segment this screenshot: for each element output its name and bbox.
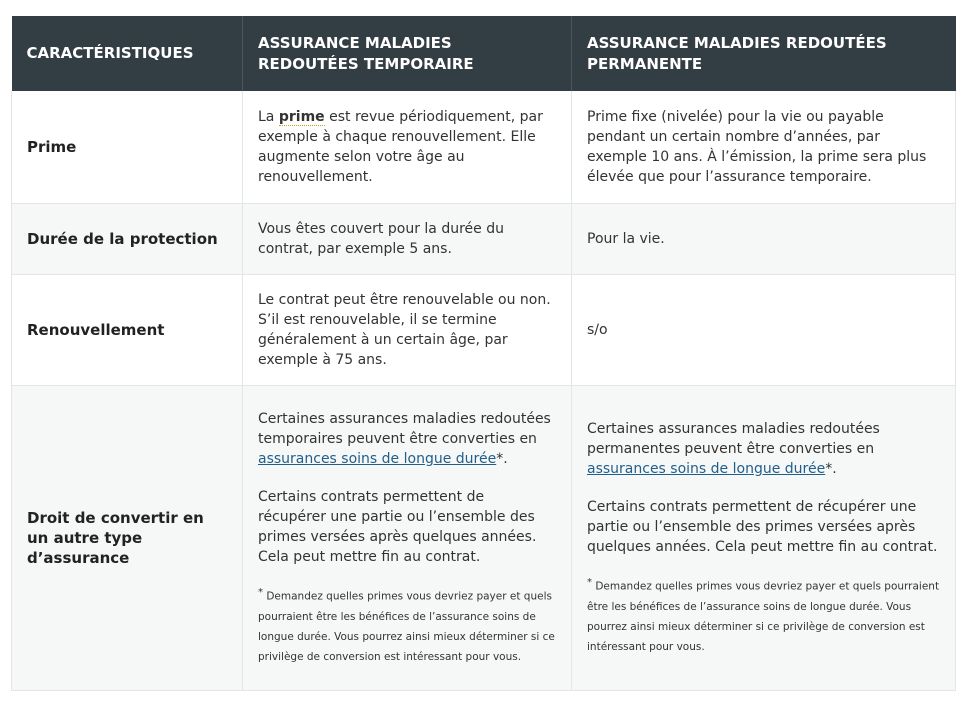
footnote	[258, 583, 556, 667]
header-permanent: ASSURANCE MALADIES REDOUTÉES PERMANENTE	[572, 16, 956, 91]
cell-text: Certains contrats permettent de récupérer une partie ou l’ensemble des primes versées après quelques années. Cela peut mettre fin au contrat.	[587, 499, 938, 556]
header-temporary: ASSURANCE MALADIES REDOUTÉES TEMPORAIRE	[243, 16, 572, 91]
table-row-renouvellement	[12, 275, 956, 386]
temporary-cell	[243, 386, 572, 691]
footnote-mark: *	[587, 577, 592, 589]
row-label: Durée de la protection	[12, 204, 243, 275]
permanent-cell: s/o	[572, 275, 956, 386]
cell-text: Certaines assurances maladies redoutées permanentes peuvent être converties en	[587, 421, 880, 458]
long-term-care-link[interactable]: assurances soins de longue durée	[258, 451, 497, 468]
permanent-cell	[572, 386, 956, 691]
temporary-cell	[243, 91, 572, 204]
temporary-cell: Le contrat peut être renouvelable ou non. S’il est renouvelable, il se termine généralement à un certain âge, par exemple à 75 ans.	[243, 275, 572, 386]
permanent-cell: Prime fixe (nivelée) pour la vie ou payable pendant un certain nombre d’années, par exemple 10 ans. À l’émission, la prime sera plus élevée que pour l’assurance temporaire.	[572, 91, 956, 204]
table-header-row	[12, 16, 956, 91]
permanent-cell: Pour la vie.	[572, 204, 956, 275]
glossary-term-prime[interactable]: prime	[278, 109, 325, 125]
row-label: Droit de convertir en un autre type d’assurance	[12, 386, 243, 691]
table-row-prime	[12, 91, 956, 204]
row-label: Renouvellement	[12, 275, 243, 386]
comparison-table	[11, 16, 956, 691]
header-characteristics: CARACTÉRISTIQUES	[12, 16, 243, 91]
footnote-mark: *	[258, 587, 263, 599]
footnote-text: Demandez quelles primes vous devriez payer et quels pourraient être les bénéfices de l’assurance soins de longue durée. Vous pourrez ainsi mieux déterminer si ce privilège de conversion est intéressant pour vous.	[587, 580, 940, 653]
comparison-table-wrapper	[11, 16, 955, 691]
table-row-conversion	[12, 386, 956, 691]
table-row-duree	[12, 204, 956, 275]
long-term-care-link[interactable]: assurances soins de longue durée	[587, 461, 826, 478]
cell-text: La	[258, 109, 279, 125]
cell-text: Certaines assurances maladies redoutées temporaires peuvent être converties en	[258, 411, 551, 448]
asterisk: *.	[825, 461, 837, 478]
row-label: Prime	[12, 91, 243, 204]
temporary-cell: Vous êtes couvert pour la durée du contrat, par exemple 5 ans.	[243, 204, 572, 275]
cell-text: Certains contrats permettent de récupérer une partie ou l’ensemble des primes versées après quelques années. Cela peut mettre fin au contrat.	[258, 489, 537, 566]
footnote-text: Demandez quelles primes vous devriez payer et quels pourraient être les bénéfices de l’assurance soins de longue durée. Vous pourrez ainsi mieux déterminer si ce privilège de conversion est intéressant pour vous.	[258, 590, 555, 663]
asterisk: *.	[496, 451, 508, 468]
cell-text: est revue périodiquement, par exemple à chaque renouvellement. Elle augmente selon votre âge au renouvellement.	[258, 109, 543, 185]
footnote	[587, 573, 940, 657]
